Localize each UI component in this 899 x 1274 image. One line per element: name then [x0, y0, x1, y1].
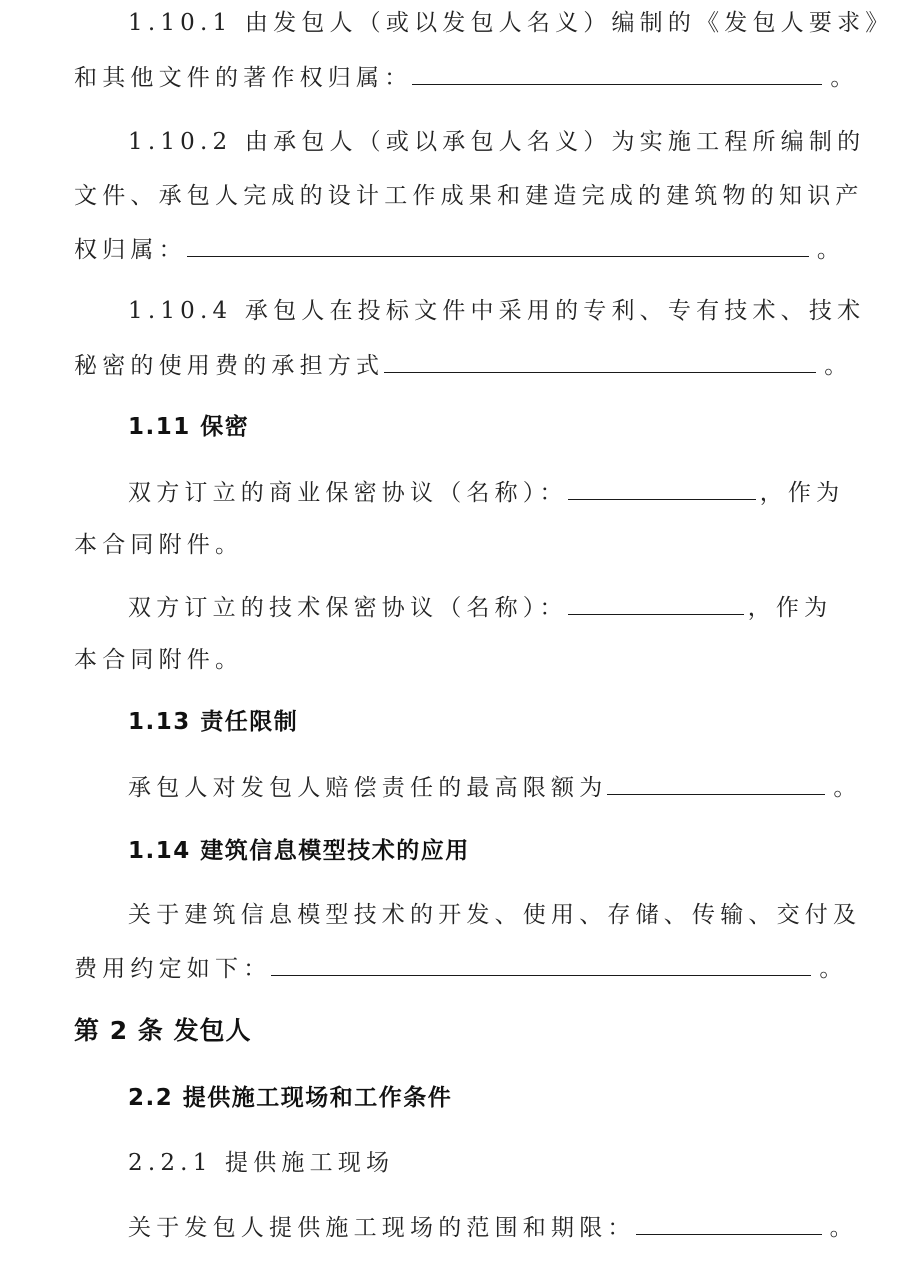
secrecy-tech-line2: 本合同附件。	[74, 647, 244, 673]
site-scope-blank-field[interactable]	[636, 1212, 822, 1235]
bim-agreement-blank-field[interactable]	[271, 953, 811, 976]
clause-1-10-2-line1: 1.10.2 由承包人（或以承包人名义）为实施工程所编制的	[128, 129, 866, 155]
secrecy-tech-line1: 双方订立的技术保密协议（名称）： ，作为	[128, 592, 832, 623]
clause-1-10-2-line3: 权归属： 。	[74, 234, 845, 265]
ip-ownership-blank-field[interactable]	[187, 234, 809, 257]
heading-article-2-employer: 第 2 条 发包人	[74, 1016, 252, 1045]
site-scope-line1: 关于发包人提供施工现场的范围和期限： 。	[128, 1212, 858, 1243]
heading-2-2-site-conditions: 2.2 提供施工现场和工作条件	[128, 1085, 453, 1111]
bim-line2: 费用约定如下： 。	[74, 953, 848, 984]
business-secrecy-agreement-blank-field[interactable]	[568, 477, 756, 500]
heading-1-14-bim: 1.14 建筑信息模型技术的应用	[128, 838, 470, 864]
secrecy-business-line2: 本合同附件。	[74, 532, 244, 558]
liability-limit-blank-field[interactable]	[607, 772, 825, 795]
clause-1-10-4-line1: 1.10.4 承包人在投标文件中采用的专利、专有技术、技术	[128, 298, 866, 324]
heading-1-13-liability: 1.13 责任限制	[128, 709, 299, 735]
tech-secrecy-agreement-blank-field[interactable]	[568, 592, 744, 615]
patent-fee-blank-field[interactable]	[384, 350, 816, 373]
liability-line1: 承包人对发包人赔偿责任的最高限额为 。	[128, 772, 862, 803]
clause-1-10-1-line2: 和其他文件的著作权归属： 。	[74, 62, 859, 93]
bim-line1: 关于建筑信息模型技术的开发、使用、存储、传输、交付及	[128, 902, 862, 928]
heading-2-2-1-site: 2.2.1 提供施工现场	[128, 1150, 395, 1176]
secrecy-business-line1: 双方订立的商业保密协议（名称）： ，作为	[128, 477, 844, 508]
copyright-blank-field[interactable]	[412, 62, 822, 85]
heading-1-11-secrecy: 1.11 保密	[128, 414, 250, 440]
clause-1-10-1-line1: 1.10.1 由发包人（或以发包人名义）编制的《发包人要求》	[128, 10, 894, 36]
clause-1-10-4-line2: 秘密的使用费的承担方式 。	[74, 350, 852, 381]
clause-1-10-2-line2: 文件、承包人完成的设计工作成果和建造完成的建筑物的知识产	[74, 183, 864, 209]
